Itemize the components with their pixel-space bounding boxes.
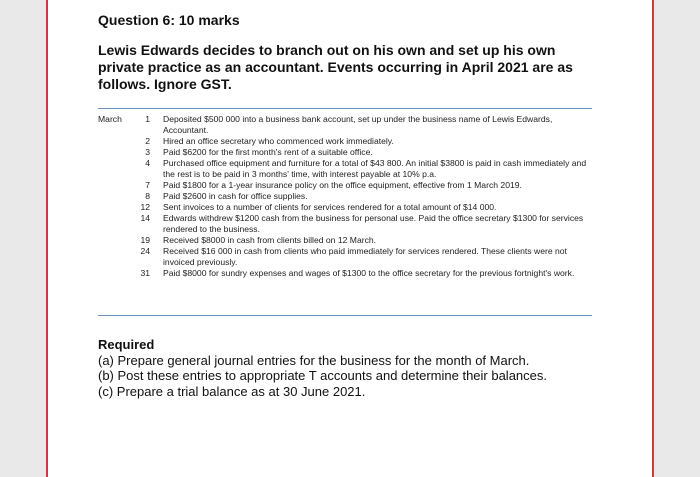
event-text: Sent invoices to a number of clients for services rendered for a total amount of $14 000. (163, 202, 497, 212)
event-text: Edwards withdrew $1200 cash from the business for personal use. Paid the office secretary $1300 for services rendered to the business. (163, 213, 584, 234)
event-row (98, 191, 592, 202)
event-day: 19 (140, 235, 150, 245)
event-day: 8 (145, 191, 150, 201)
question-title: Question 6: 10 marks (98, 12, 240, 28)
event-month (98, 180, 136, 191)
event-day: 31 (140, 268, 150, 278)
event-month (98, 191, 136, 202)
required-item-c: (c) Prepare a trial balance as at 30 June 2021. (98, 383, 366, 399)
event-day: 7 (145, 180, 150, 190)
event-text: Purchased office equipment and furniture for a total of $43 800. An initial $3800 is paid in cash immediately and the rest is to be paid in 3 months' time, with interest payable at 10% p.a. (163, 158, 587, 179)
event-day: 2 (145, 136, 150, 146)
event-row (98, 158, 592, 180)
event-row (98, 202, 592, 213)
required-section (98, 337, 618, 399)
event-text: Deposited $500 000 into a business bank account, set up under the business name of Lewis Edwards, Accountant. (163, 114, 553, 135)
event-row (98, 136, 592, 147)
event-row (98, 180, 592, 191)
required-item-a: (a) Prepare general journal entries for the business for the month of March. (98, 352, 530, 368)
document-page (46, 0, 654, 477)
event-day: 1 (145, 114, 150, 124)
required-item-b: (b) Post these entries to appropriate T accounts and determine their balances. (98, 368, 548, 383)
event-text: Paid $6200 for the first month's rent of a suitable office. (163, 147, 373, 157)
event-day: 14 (140, 213, 150, 223)
required-heading: Required (98, 337, 155, 352)
event-month (98, 158, 136, 180)
event-day: 12 (140, 202, 150, 212)
event-row (98, 147, 592, 158)
event-month (98, 213, 136, 235)
table-bottom-rule (98, 315, 592, 316)
event-text: Hired an office secretary who commenced work immediately. (163, 136, 394, 146)
event-month (98, 235, 136, 246)
event-month (98, 147, 136, 158)
event-text: Paid $2600 in cash for office supplies. (163, 191, 308, 201)
event-month (98, 202, 136, 213)
event-text: Paid $1800 for a 1-year insurance policy on the office equipment, effective from 1 March 2019. (163, 180, 522, 190)
event-row (98, 235, 592, 246)
event-day: 4 (145, 158, 150, 168)
event-text: Received $8000 in cash from clients billed on 12 March. (163, 235, 377, 245)
events-list (98, 114, 592, 279)
table-top-rule (98, 108, 592, 109)
event-row (98, 114, 592, 136)
event-row (98, 268, 592, 279)
event-month (98, 136, 136, 147)
event-row (98, 246, 592, 268)
event-day: 24 (140, 246, 150, 256)
event-text: Paid $8000 for sundry expenses and wages of $1300 to the office secretary for the previous fortnight's work. (163, 268, 575, 278)
event-day: 3 (145, 147, 150, 157)
event-month: March (98, 114, 122, 124)
event-month (98, 246, 136, 268)
event-month (98, 268, 136, 279)
question-intro: Lewis Edwards decides to branch out on his own and set up his own private practice as an accountant. Events occurring in April 2021 are as follows. Ignore GST. (98, 42, 573, 92)
event-text: Received $16 000 in cash from clients who paid immediately for services rendered. These clients were not invoiced previously. (163, 246, 567, 267)
event-row (98, 213, 592, 235)
